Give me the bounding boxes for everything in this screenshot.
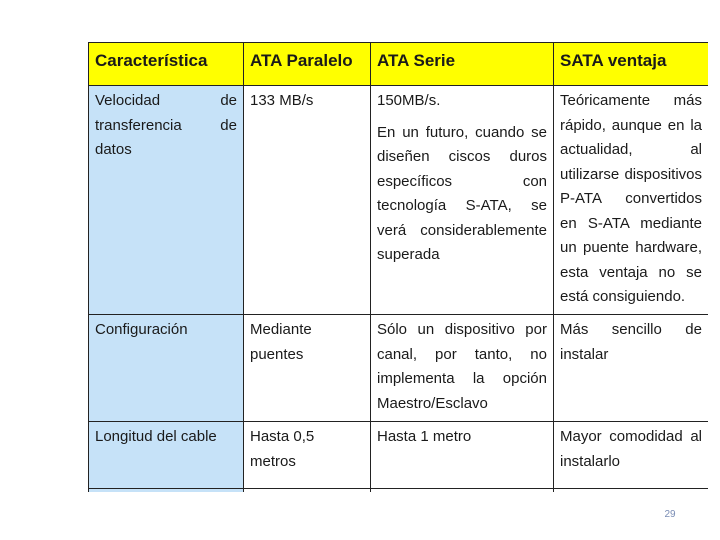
table-row xyxy=(89,422,709,489)
cell-caracteristica: Velocidad de transferencia de datos xyxy=(89,86,244,315)
cell-ata-paralelo: 133 MB/s xyxy=(244,86,371,315)
cell-text: Sólo un dispositivo por canal, por tanto, no implementa la opción Maestro/Esclavo xyxy=(377,321,547,412)
table-row xyxy=(89,315,709,422)
cell-sata-ventaja: Más sencillo de instalar xyxy=(554,315,709,422)
cell-text: En un futuro, cuando se diseñen ciscos duros específicos con tecnología S-ATA, se verá considerablemente superada xyxy=(377,123,547,263)
cell-ata-serie xyxy=(371,86,554,315)
cell-sata-ventaja: Teóricamente más rápido, aunque en la actualidad, al utilizarse dispositivos P-ATA convertidos en S-ATA mediante un puente hardware, esta ventaja no se está consiguiendo. xyxy=(554,86,709,315)
table-row xyxy=(89,86,709,315)
cell-empty xyxy=(371,489,554,493)
comparison-table xyxy=(88,42,708,492)
header-ata-paralelo: ATA Paralelo xyxy=(244,43,371,86)
cell-sata-ventaja: Mayor comodidad al instalarlo xyxy=(554,422,709,489)
cell-ata-paralelo: Hasta 0,5 metros xyxy=(244,422,371,489)
page-number: 29 xyxy=(664,509,676,520)
cell-ata-serie xyxy=(371,315,554,422)
cell-text: Hasta 1 metro xyxy=(377,428,472,445)
cell-empty xyxy=(554,489,709,493)
header-caracteristica: Característica xyxy=(89,43,244,86)
cell-empty xyxy=(89,489,244,493)
comparison-table-container xyxy=(88,42,708,492)
cell-caracteristica: Longitud del cable xyxy=(89,422,244,489)
cell-ata-serie xyxy=(371,422,554,489)
cell-text: 150MB/s. xyxy=(377,92,441,109)
table-row-cut-off xyxy=(89,489,709,493)
header-sata-ventaja: SATA ventaja xyxy=(554,43,709,86)
table-header-row xyxy=(89,43,709,86)
cell-ata-paralelo: Mediante puentes xyxy=(244,315,371,422)
cell-caracteristica: Configuración xyxy=(89,315,244,422)
cell-empty xyxy=(244,489,371,493)
header-ata-serie: ATA Serie xyxy=(371,43,554,86)
